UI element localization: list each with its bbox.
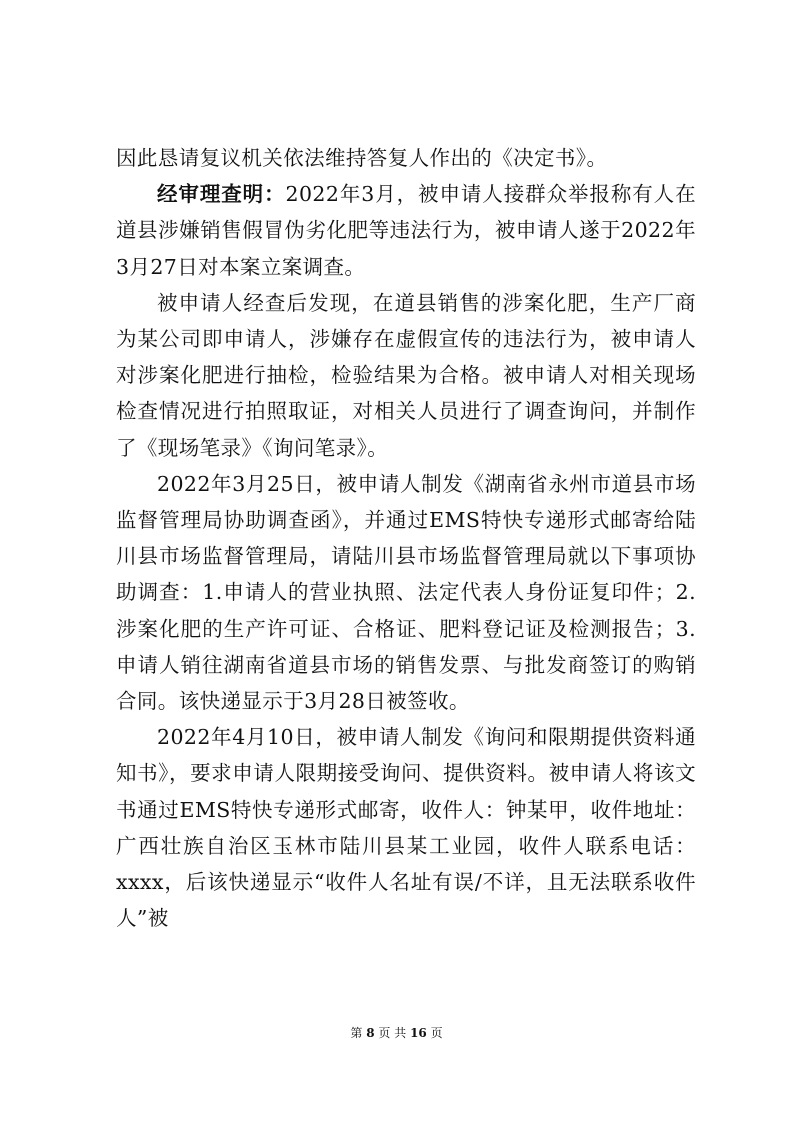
footer-total-pages: 16 (410, 1026, 427, 1040)
paragraph-2-lead: 经审理查明： (157, 182, 286, 207)
paragraph-3-text: 被申请人经查后发现，在道县销售的涉案化肥，生产厂商为某公司即申请人，涉嫌存在虚假宣传的违法行为，被申请人对涉案化肥进行抽检，检验结果为合格。被申请人对相关现场检查情况进行拍照取证，对相关人员进行了调查询问，并制作了《现场笔录》《询问笔录》。 (116, 290, 696, 460)
footer-suffix: 页 (430, 1026, 443, 1040)
paragraph-5 (116, 719, 696, 936)
paragraph-5-text: 2022年4月10日，被申请人制发《询问和限期提供资料通知书》，要求申请人限期接受询问、提供资料。被申请人将该文书通过EMS特快专递形式邮寄，收件人：钟某甲，收件地址：广西壮族自治区玉林市陆川县某工业园，收件人联系电话：xxxx，后该快递显示“收件人名址有误/不详，且无法联系收件人”被 (116, 725, 696, 931)
paragraph-2-text: 2022年3月，被申请人接群众举报称有人在道县涉嫌销售假冒伪劣化肥等违法行为，被申请人遂于2022年3月27日对本案立案调查。 (116, 182, 696, 279)
paragraph-4-text: 2022年3月25日，被申请人制发《湖南省永州市道县市场监督管理局协助调查函》，并通过EMS特快专递形式邮寄给陆川县市场监督管理局，请陆川县市场监督管理局就以下事项协助调查：1.申请人的营业执照、法定代表人身份证复印件；2.涉案化肥的生产许可证、合格证、肥料登记证及检测报告；3.申请人销往湖南省道县市场的销售发票、与批发商签订的购销合同。该快递显示于3月28日被签收。 (116, 471, 696, 714)
paragraph-3 (116, 285, 696, 466)
paragraph-1 (116, 140, 696, 176)
page-footer (0, 1024, 793, 1041)
footer-page-number: 8 (366, 1026, 375, 1040)
paragraph-4 (116, 466, 696, 719)
footer-prefix: 第 (350, 1026, 363, 1040)
paragraph-1-text: 因此恳请复议机关依法维持答复人作出的《决定书》。 (116, 146, 608, 170)
document-body (116, 140, 696, 936)
paragraph-2 (116, 176, 696, 285)
footer-mid: 页 共 (378, 1026, 407, 1040)
